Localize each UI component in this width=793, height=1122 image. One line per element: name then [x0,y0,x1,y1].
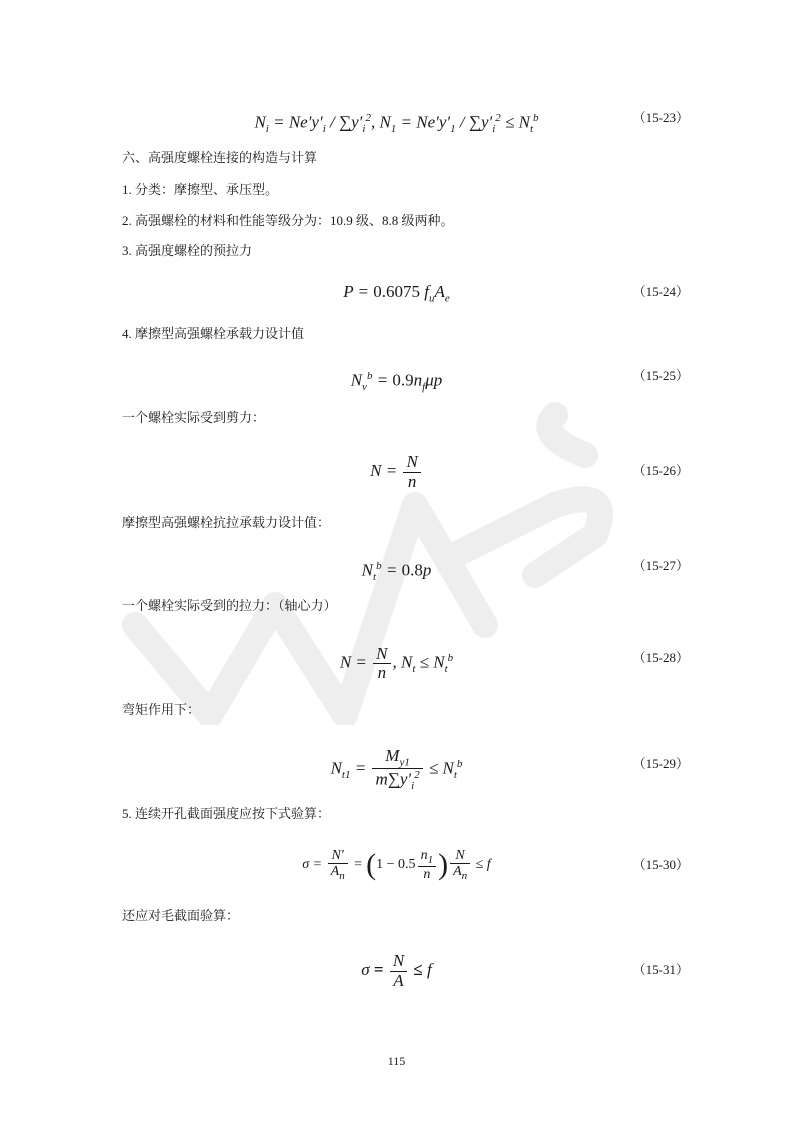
list-item: 4. 摩擦型高强螺栓承载力设计值 [122,326,305,341]
text-line: 摩擦型高强螺栓抗拉承载力设计值： [122,515,331,530]
formula: $N_{t1}$ = $\frac{M_{y1}}{m\sum y'_i^2}$ ≤ $N_t^b$ [330,745,463,793]
formula: σ = $\frac{N}{A}$ ≤ f [361,950,432,990]
equation-15-25 [0,356,793,396]
equation-number: （15-26） [632,463,689,478]
equation-number: （15-25） [632,368,689,383]
formula: P = 0.6075 $f_uA_e$ [343,282,450,305]
equation-number: （15-28） [632,650,689,665]
formula: σ = $\frac{N'}{A_n}$ = (1 − 0.5 $\frac{n_1}{n}$ ) $\frac{N}{A_n}$ ≤ f [302,847,491,883]
equation-15-23 [0,98,793,138]
formula: $N_v^b = 0.9n_f\mu p$ [350,370,443,394]
text-line: 一个螺栓实际受到的拉力：（轴心力） [122,598,337,613]
equation-number: （15-29） [632,756,689,771]
list-item: 1. 分类：摩擦型、承压型。 [122,182,279,197]
equation-15-26 [0,451,793,491]
list-item: 3. 高强度螺栓的预拉力 [122,243,253,258]
equation-15-27 [0,546,793,586]
page-number: 115 [387,1054,406,1068]
list-item: 5. 连续开孔截面强度应按下式验算： [122,806,331,821]
equation-15-31 [0,950,793,990]
equation-15-30 [0,845,793,885]
formula: N = $\frac{N}{n}$ , $N_t \le N_t^b$ [339,643,454,683]
text-line: 一个螺栓实际受到剪力： [122,410,266,425]
section-heading: 六、高强度螺栓连接的构造与计算 [122,150,318,165]
text-line: 弯矩作用下： [122,702,201,717]
list-item: 2. 高强螺栓的材料和性能等级分为：10.9 级、8.8 级两种。 [122,213,454,228]
formula: $N_t^b = 0.8p$ [361,560,432,584]
text-line: 还应对毛截面验算： [122,908,240,923]
equation-15-24 [0,272,793,312]
formula: N = $\frac{N}{n}$ [0,451,793,491]
formula: $N_i = Ne'y'_i / \sum y'_i^2$, $N_1 = Ne'y'_1 / \sum y'_i^2 \le N_t^b$ [254,112,539,136]
equation-number: （15-30） [632,857,689,872]
equation-number: （15-24） [632,284,689,299]
equation-number: （15-31） [632,962,689,977]
equation-number: （15-23） [632,110,689,125]
equation-15-29 [0,744,793,793]
equation-number: （15-27） [632,558,689,573]
equation-15-28 [0,638,793,683]
